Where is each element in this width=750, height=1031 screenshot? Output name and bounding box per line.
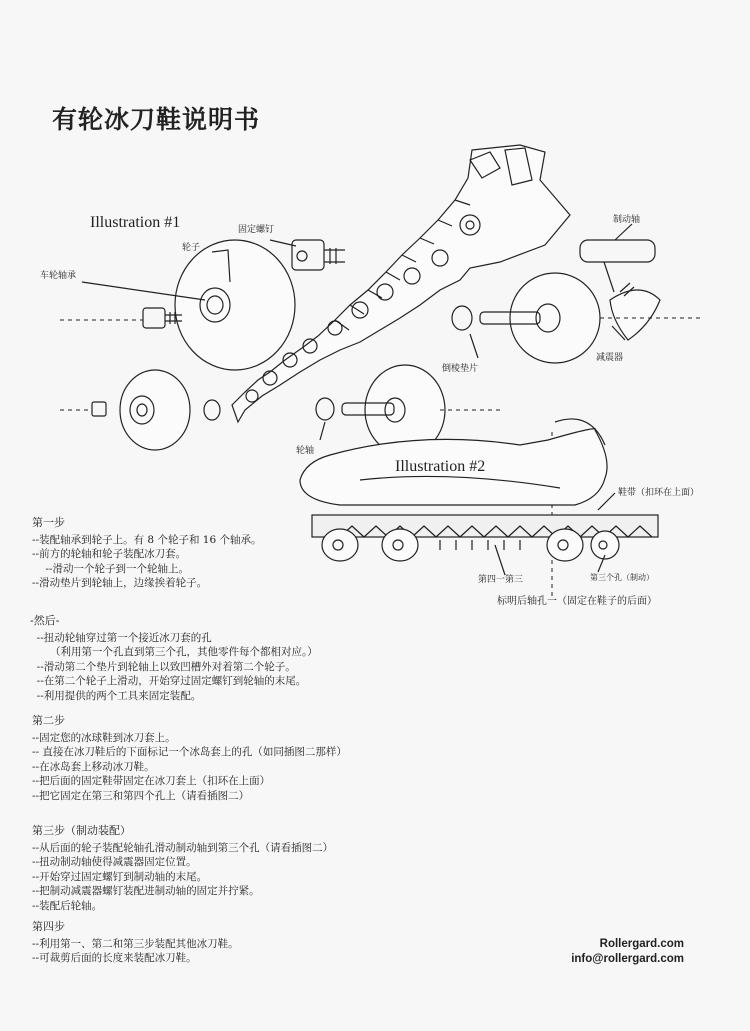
section-step4 <box>32 920 239 966</box>
section-heading: 第二步 <box>32 714 65 727</box>
instruction-line: --装配轴承到轮子上。有 8 个轮子和 16 个轴承。 <box>32 533 262 546</box>
instruction-line: --滑动一个轮子到一个轮轴上。 <box>32 562 189 575</box>
instruction-line: --在第二个轮子上滑动，开始穿过固定螺钉到轮轴的末尾。 <box>30 675 307 687</box>
section-then <box>30 614 318 703</box>
section-step2 <box>32 714 347 803</box>
instruction-line: --扭动轮轴穿过第一个接近冰刀套的孔 <box>30 631 212 644</box>
instruction-line: （利用第一个孔直到第三个孔，其他零件每个都相对应。） <box>30 646 318 658</box>
instruction-line: --在冰岛套上移动冰刀鞋。 <box>32 760 155 773</box>
instruction-line: --固定您的冰球鞋到冰刀套上。 <box>32 731 176 744</box>
instruction-line: --前方的轮轴和轮子装配冰刀套。 <box>32 548 187 560</box>
illustration-1-heading: Illustration #1 <box>90 214 181 231</box>
instruction-line: --从后面的轮子装配轮轴孔滑动制动轴到第三个孔（请看插图二） <box>32 841 334 854</box>
label-bevel-spacer: 倒棱垫片 <box>442 364 479 374</box>
instruction-line: --利用提供的两个工具来固定装配。 <box>30 689 202 702</box>
instruction-line: --滑动第二个垫片到轮轴上以致凹槽外对着第二个轮子。 <box>30 660 296 673</box>
instruction-line: --开始穿过固定螺钉到制动轴的末尾。 <box>32 870 208 883</box>
label-shock-absorber: 减震器 <box>596 353 624 363</box>
instruction-line: --把制动减震器螺钉装配进制动轴的固定并拧紧。 <box>32 885 260 897</box>
instruction-line: --把它固定在第三和第四个孔上（请看插图二） <box>32 789 250 802</box>
instruction-line: --滑动垫片到轮轴上，边缘挨着轮子。 <box>32 577 208 589</box>
wheel-large <box>175 240 295 370</box>
label-hole-fourth: 第四一第三 <box>478 575 524 585</box>
section-step3 <box>32 824 333 913</box>
section-heading: 第三步（制动装配） <box>32 824 131 837</box>
label-strap: 鞋带（扣环在上面） <box>618 488 700 498</box>
instruction-line: --装配后轮轴。 <box>32 899 103 912</box>
instruction-line: --扭动制动轴使得减震器固定位置。 <box>32 856 197 868</box>
instruction-line: --把后面的固定鞋带固定在冰刀套上（扣环在上面） <box>32 775 271 787</box>
instruction-line: -- 直接在冰刀鞋后的下面标记一个冰岛套上的孔（如同插图二那样） <box>32 746 347 758</box>
label-fixing-screw: 固定螺钉 <box>238 225 275 235</box>
contact-email[interactable]: info@rollergard.com <box>571 953 684 965</box>
label-axle: 轮轴 <box>296 446 315 456</box>
label-hole-third: 第三个孔（制动） <box>590 573 654 582</box>
section-heading: 第一步 <box>32 516 65 529</box>
section-step1 <box>32 516 262 591</box>
instruction-line: --利用第一、第二和第三步装配其他冰刀鞋。 <box>32 937 239 950</box>
contact-website[interactable]: Rollergard.com <box>599 938 684 950</box>
illustration-2-heading: Illustration #2 <box>395 458 486 475</box>
label-brake-axle: 制动轴 <box>613 215 641 225</box>
section-heading: -然后- <box>30 614 60 627</box>
section-heading: 第四步 <box>32 920 65 933</box>
instruction-line: --可裁剪后面的长度来装配冰刀鞋。 <box>32 952 197 964</box>
label-wheel-bearing: 车轮轴承 <box>40 271 77 281</box>
label-wheel: 轮子 <box>182 243 201 253</box>
label-rear-axle-note: 标明后轴孔一（固定在鞋子的后面） <box>497 596 657 607</box>
page-title: 有轮冰刀鞋说明书 <box>52 105 261 134</box>
